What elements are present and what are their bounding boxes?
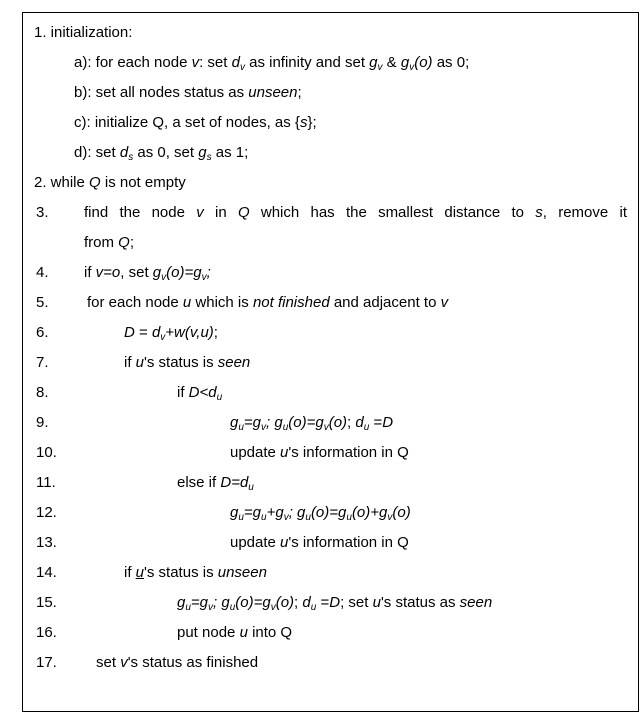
algo-line-1c: c): initialize Q, a set of nodes, as {s}; <box>74 114 317 131</box>
line-number: 17. <box>36 654 57 671</box>
algo-line-3: find the node v in Q which has the smallest distance to s, remove it <box>84 204 627 221</box>
line-number: 4. <box>36 264 49 281</box>
algo-line-9: $g_u=g_v$; $g_u(o)=g_v(o)$; $d_u =D$ <box>230 414 394 433</box>
algo-line-5: for each node u which is not finished and adjacent to v <box>87 294 449 311</box>
line-number: 11. <box>36 474 56 491</box>
algo-line-1b: b): set all nodes status as unseen; <box>74 84 302 101</box>
algo-line-11: else if $D=d_u$ <box>177 474 254 493</box>
line-number: 3. <box>36 204 49 221</box>
line-number: 14. <box>36 564 57 581</box>
algo-line-4: if v=o, set $g_v(o)=g_v$; <box>84 264 211 283</box>
algorithm-box <box>22 12 639 712</box>
algo-line-15: $g_u=g_v$; $g_u(o)=g_v(o)$; $d_u =D$; set u's status as seen <box>177 594 493 613</box>
algo-line-3-cont: from Q; <box>84 234 135 251</box>
algo-line-16: put node u into Q <box>177 624 293 641</box>
line-number: 8. <box>36 384 49 401</box>
line-number: 9. <box>36 414 49 431</box>
line-number: 16. <box>36 624 57 641</box>
algo-line-1a: a): for each node v: set $d_v$ as infinity and set $g_v$ & $g_v(o)$ as 0; <box>74 54 470 73</box>
algo-line-2: 2. while Q is not empty <box>34 174 186 191</box>
line-number: 7. <box>36 354 49 371</box>
line-number: 15. <box>36 594 57 611</box>
algo-line-7: if u's status is seen <box>124 354 251 371</box>
line-number: 10. <box>36 444 57 461</box>
algo-line-13: update u's information in Q <box>230 534 409 551</box>
algo-line-17: set v's status as finished <box>96 654 259 671</box>
line-number: 6. <box>36 324 49 341</box>
algo-line-6: $D = d_v+w(v,u)$; <box>124 324 218 343</box>
line-number: 13. <box>36 534 57 551</box>
algo-line-10: update u's information in Q <box>230 444 409 461</box>
algo-line-8: if $D<d_u$ <box>177 384 223 403</box>
algo-line-14: if u's status is unseen <box>124 564 267 581</box>
algo-line-1d: d): set $d_s$ as 0, set $g_s$ as 1; <box>74 144 249 163</box>
line-number: 12. <box>36 504 57 521</box>
algo-line-1-title: 1. initialization: <box>34 24 133 41</box>
algo-line-12: $g_u=g_u+g_v$; $g_u(o)=g_u(o)+g_v(o)$ <box>230 504 411 523</box>
line-number: 5. <box>36 294 49 311</box>
